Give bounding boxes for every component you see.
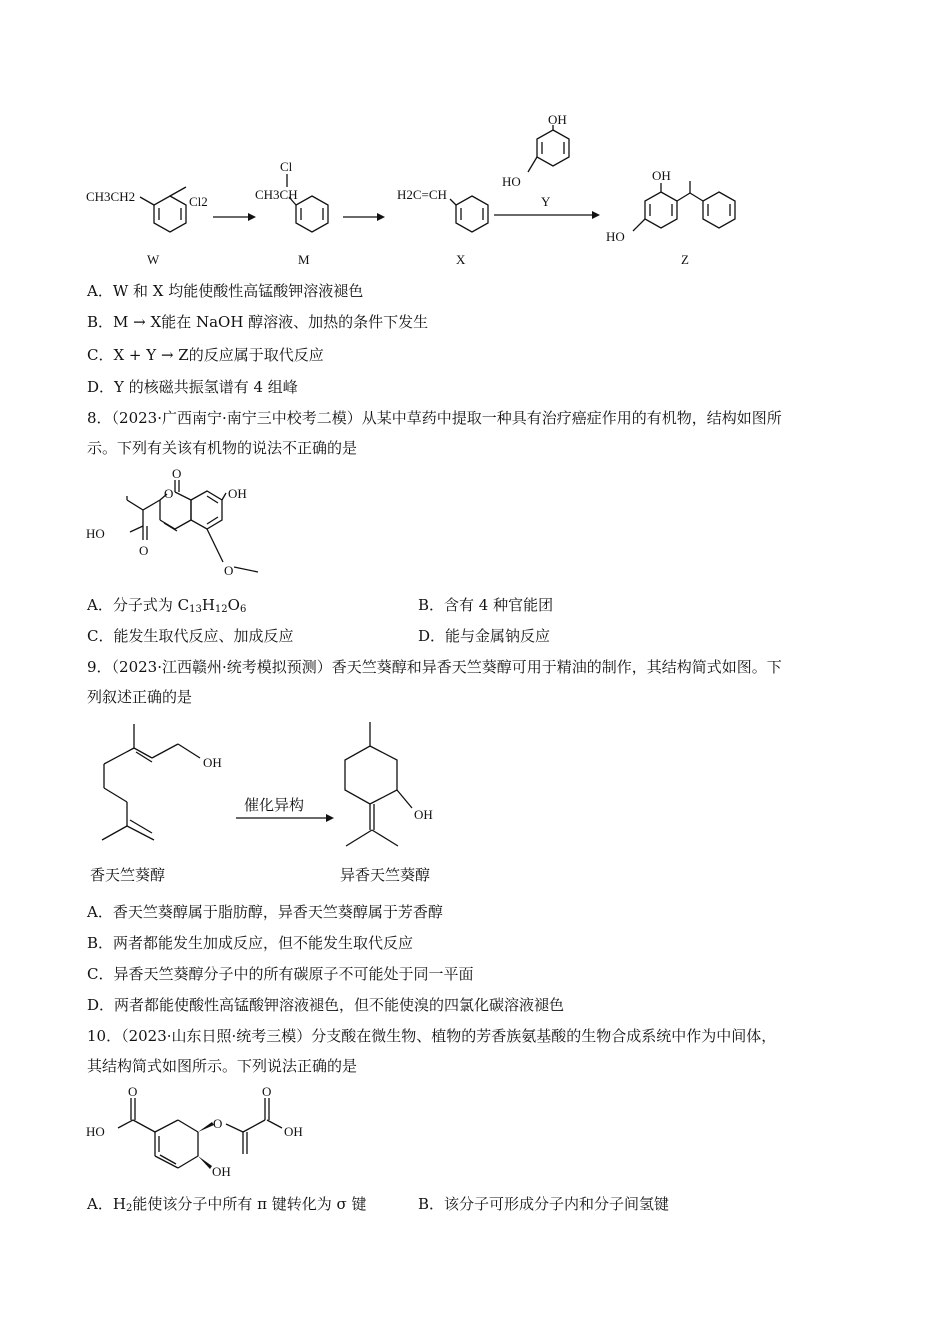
q7-option-a: A．W 和 X 均能使酸性高锰酸钾溶液褪色 (87, 282, 364, 300)
molecule-z (606, 168, 735, 267)
isomerization-arrow-label: 催化异构 (244, 798, 305, 814)
z-label: Z (681, 252, 689, 267)
w-ethyl-label: CH3CH2 (86, 189, 136, 204)
q10-ether-o-label: O (213, 1116, 223, 1131)
q7-option-c-prefix: C． (87, 346, 114, 364)
q8-option-b: B．含有 4 种官能团 (418, 596, 554, 614)
q9-structure (0, 712, 950, 902)
q7-option-c-formula: X + Y → Z (113, 346, 189, 364)
q8-option-a-sub1: 13 (189, 604, 202, 615)
m-chain-label: CH3CH (255, 187, 298, 202)
x-vinyl-label: H2C=CH (397, 187, 447, 202)
q8-acid-o-label: O (139, 543, 149, 558)
q8-ho-label: HO (86, 526, 105, 541)
y-label: Y (541, 194, 551, 209)
q10-ho-label: HO (86, 1124, 105, 1139)
q8-methoxy-o-label: O (224, 563, 234, 578)
q7-option-b-formula: M → X (113, 313, 162, 331)
molecule-y (502, 112, 569, 209)
w-label: W (147, 252, 160, 267)
q10-structure (0, 1080, 950, 1190)
q7-reaction-scheme (0, 0, 950, 290)
molecule-x (397, 187, 488, 267)
q10-option-a-prefix: A． (87, 1195, 113, 1213)
x-label: X (456, 252, 466, 267)
q8-option-a-prefix: A．分子式为 C (87, 596, 190, 614)
q8-option-a-sub3: 6 (239, 604, 247, 615)
q8-stem-line1: 8．（2023·广西南宁·南宁三中校考二模）从某中草药中提取一种具有治疗癌症作用的有机物，结构如图所 (87, 409, 782, 427)
q9-option-c: C．异香天竺葵醇分子中的所有碳原子不可能处于同一平面 (87, 965, 474, 983)
q10-option-a-text: 能使该分子中所有 π 键转化为 σ 键 (132, 1195, 367, 1213)
q8-carbonyl-o-label: O (172, 466, 182, 481)
q10-option-b: B．该分子可形成分子内和分子间氢键 (418, 1195, 670, 1213)
arrow-head (592, 211, 600, 219)
geraniol-oh-label: OH (203, 755, 222, 770)
z-oh-label: OH (652, 168, 671, 183)
q8-stem-line2: 示。下列有关该有机物的说法不正确的是 (87, 439, 358, 457)
q9-option-d: D．两者都能使酸性高锰酸钾溶液褪色，但不能使溴的四氯化碳溶液褪色 (87, 996, 565, 1014)
q8-option-a-sub2: 12 (214, 604, 228, 615)
w-chloro-label: Cl2 (189, 194, 208, 209)
q8-oh-label: OH (228, 486, 247, 501)
q8-option-c: C．能发生取代反应、加成反应 (87, 627, 294, 645)
m-label: M (298, 252, 310, 267)
q8-option-a (87, 595, 246, 620)
arrow-head (377, 213, 385, 221)
molecule-w (86, 187, 208, 267)
isogeraniol-oh-label: OH (414, 807, 433, 822)
q7-option-c-text: 的反应属于取代反应 (188, 346, 324, 364)
q10-acid-o-left-label: O (128, 1084, 138, 1099)
q8-option-a-h: H (201, 596, 215, 614)
q9-option-a: A．香天竺葵醇属于脂肪醇，异香天竺葵醇属于芳香醇 (87, 903, 443, 921)
q9-stem-line1: 9．（2023·江西赣州·统考模拟预测）香天竺葵醇和异香天竺葵醇可用于精油的制作，其结构简式如图。下 (87, 658, 782, 676)
isogeraniol-structure (340, 722, 433, 884)
q7-option-c (87, 345, 324, 365)
arrow-head (326, 814, 334, 822)
q8-option-d: D．能与金属钠反应 (418, 627, 551, 645)
q10-oh-bottom-label: OH (212, 1164, 231, 1179)
q8-ring-o-label: O (164, 486, 174, 501)
molecule-m (255, 159, 328, 267)
q10-stem-line2: 其结构简式如图所示。下列说法正确的是 (87, 1057, 358, 1075)
isogeraniol-name: 异香天竺葵醇 (340, 868, 431, 884)
q9-stem-line2: 列叙述正确的是 (87, 688, 193, 706)
q10-option-a-sub: 2 (125, 1203, 133, 1214)
q8-option-a-o: O (227, 596, 240, 614)
geraniol-name: 香天竺葵醇 (90, 868, 166, 884)
y-ho-label: HO (502, 174, 521, 189)
q7-option-b (87, 312, 428, 332)
q10-option-a (87, 1194, 366, 1219)
m-chloro-label: Cl (280, 159, 293, 174)
q10-option-a-formula: H (112, 1195, 126, 1213)
q8-structure (0, 460, 950, 590)
q10-stem-line1: 10．（2023·山东日照·统考三模）分支酸在微生物、植物的芳香族氨基酸的生物合成系统中作为中间体， (87, 1027, 777, 1045)
z-ho-label: HO (606, 229, 625, 244)
q9-option-b: B．两者都能发生加成反应，但不能发生取代反应 (87, 934, 414, 952)
q7-option-b-prefix: B． (87, 313, 114, 331)
q7-option-d: D．Y 的核磁共振氢谱有 4 组峰 (87, 378, 298, 396)
arrow-head (248, 213, 256, 221)
q7-option-b-text: 能在 NaOH 醇溶液、加热的条件下发生 (161, 313, 429, 331)
y-oh-label: OH (548, 112, 567, 127)
q10-acid-o-right-label: O (262, 1084, 272, 1099)
q10-oh-right-label: OH (284, 1124, 303, 1139)
geraniol-structure (90, 724, 222, 884)
